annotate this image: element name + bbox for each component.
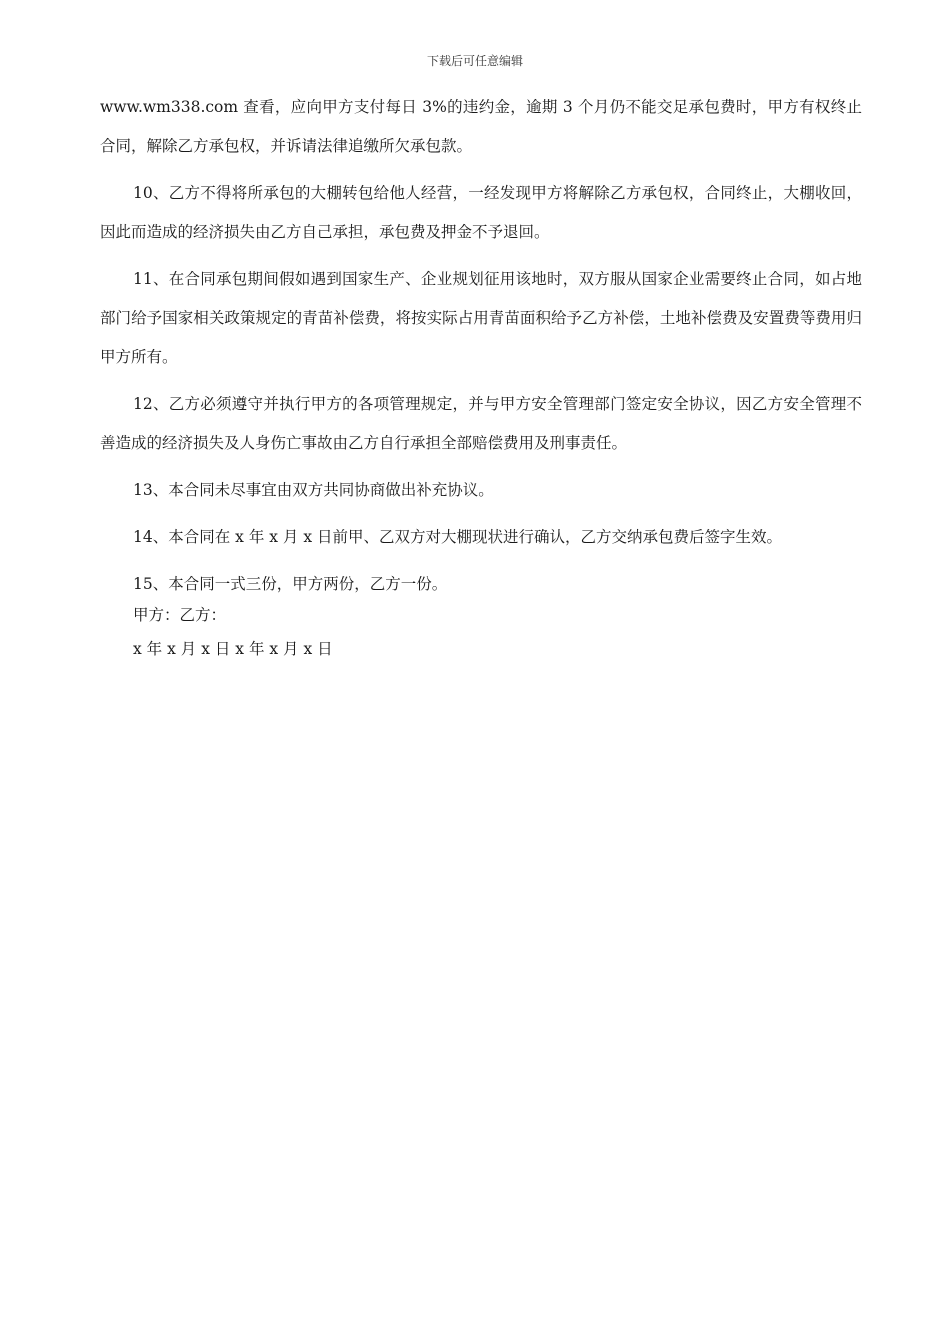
clause-11: 11、在合同承包期间假如遇到国家生产、企业规划征用该地时，双方服从国家企业需要终止合同，如占地部门给予国家相关政策规定的青苗补偿费，将按实际占用青苗面积给予乙方补偿，土地补偿费及安置费等费用归甲方所有。 [100,270,862,366]
clause-10: 10、乙方不得将所承包的大棚转包给他人经营，一经发现甲方将解除乙方承包权，合同终止，大棚收回，因此而造成的经济损失由乙方自己承担，承包费及押金不予退回。 [100,184,862,241]
clause-14: 14、本合同在 x 年 x 月 x 日前甲、乙双方对大棚现状进行确认，乙方交纳承包费后签字生效。 [133,528,783,546]
clause-13: 13、本合同未尽事宜由双方共同协商做出补充协议。 [133,481,494,499]
signature-block [133,598,333,666]
clause-12: 12、乙方必须遵守并执行甲方的各项管理规定，并与甲方安全管理部门签定安全协议，因乙方安全管理不善造成的经济损失及人身伤亡事故由乙方自行承担全部赔偿费用及刑事责任。 [100,395,862,452]
document-body [100,88,862,612]
clause-15: 15、本合同一式三份，甲方两份，乙方一份。 [133,575,448,593]
signature-dates: x 年 x 月 x 日 x 年 x 月 x 日 [133,640,333,658]
paragraph-continuation: www.wm338.com 查看，应向甲方支付每日 3%的违约金，逾期 3 个月仍不能交足承包费时，甲方有权终止合同，解除乙方承包权，并诉请法律追缴所欠承包款。 [100,98,862,155]
signature-parties: 甲方：乙方： [133,606,227,624]
page-header: 下载后可任意编辑 [426,54,523,68]
